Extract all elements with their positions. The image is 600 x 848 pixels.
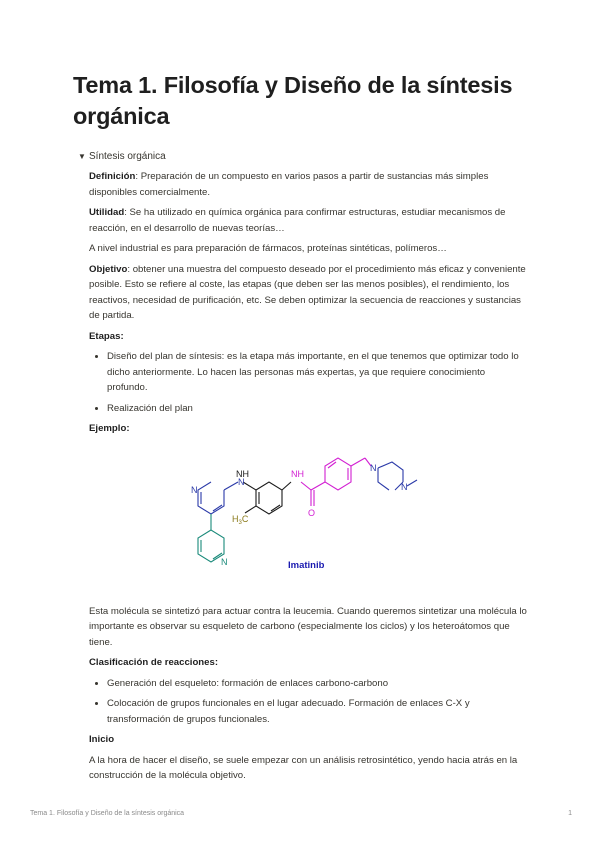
molecule-name-label: Imatinib (288, 559, 325, 571)
objetivo-label: Objetivo (89, 263, 128, 275)
definicion-label: Definición (89, 171, 136, 182)
list-item: • Diseño del plan de síntesis: es la etapa más importante, en el que tenemos que optimizar todo lo dicho anteriormente. Lo hacen las personas más expertas, ya que requiere conocimiento profundo. (107, 349, 528, 396)
imatinib-figure (89, 442, 528, 600)
atom-label-o: O (308, 507, 316, 518)
etapas-heading: Etapas: (89, 330, 124, 342)
toggle-label: Síntesis orgánica (89, 151, 166, 162)
pyridine-ring (198, 514, 224, 562)
atom-label-n: N (370, 462, 377, 473)
list-item: • Realización del plan (107, 401, 528, 417)
objetivo-text: : obtener una muestra del compuesto deseado por el procedimiento más eficaz y conveniente posible. Esto se refiere al coste, las etapas (que deben ser las menos posibles), el rendimiento, los reactivos, necesidad de purificación, etc. Se deben optimizar la secuencia de reacciones y sustancias de partida. (89, 263, 526, 321)
inicio-heading (89, 732, 528, 748)
benzamide-ring (301, 458, 371, 506)
definicion-paragraph (89, 169, 528, 200)
central-aryl-ring (243, 482, 291, 514)
clasificacion-list (89, 676, 528, 728)
objetivo-paragraph (89, 262, 528, 324)
imatinib-structure-diagram (181, 442, 441, 598)
footer-page-number: 1 (568, 810, 572, 817)
toggle-content (89, 169, 528, 784)
utilidad-paragraph (89, 205, 528, 236)
piperazine-ring (378, 462, 417, 490)
list-item: • Colocación de grupos funcionales en el lugar adecuado. Formación de enlaces C-X y transformación de grupos funcionales. (107, 696, 528, 727)
toggle-arrow-icon[interactable]: ▼ (78, 152, 86, 161)
utilidad-text: : Se ha utilizado en química orgánica para confirmar estructuras, estudiar mecanismos de reacción, en el desarrollo de nuevas teorías… (89, 207, 506, 234)
etapas-label: Etapas (89, 330, 121, 342)
inicio-label: Inicio (89, 734, 115, 745)
page-title: Tema 1. Filosofía y Diseño de la síntesis orgánica (73, 72, 513, 129)
pyrimidine-ring (198, 482, 238, 514)
ejemplo-heading: Ejemplo: (89, 423, 130, 434)
toggle-block-sintesis (78, 150, 528, 789)
clasificacion-label: Clasificación de reacciones (89, 657, 215, 668)
inicio-paragraph: A la hora de hacer el diseño, se suele empezar con un análisis retrosintético, yendo hacia atrás en la construcción de la molécula objetivo. (89, 754, 518, 781)
atom-label-n: N (401, 481, 408, 492)
atom-label-nh: NH (291, 468, 304, 479)
industrial-paragraph: A nivel industrial es para preparación de fármacos, proteínas sintéticas, polímeros… (89, 243, 447, 254)
clasificacion-heading: Clasificación de reacciones: (89, 657, 219, 668)
atom-label-h3c: $H_3C$ (232, 513, 249, 526)
utilidad-label: Utilidad (89, 207, 125, 218)
atom-label-nh: NH (236, 468, 249, 479)
definicion-text: : Preparación de un compuesto en varios pasos a partir de sustancias más simples disponibles comercialmente. (89, 171, 489, 198)
toggle-header[interactable] (78, 150, 528, 164)
footer-document-title: Tema 1. Filosofía y Diseño de la síntesis orgánica (30, 810, 185, 817)
etapas-list (89, 349, 528, 416)
atom-label-n: N (191, 484, 198, 495)
ejemplo-label: Ejemplo (89, 423, 127, 434)
atom-label-n: N (221, 556, 228, 567)
list-item: • Generación del esqueleto: formación de enlaces carbono-carbono (107, 676, 528, 692)
molecula-paragraph: Esta molécula se sintetizó para actuar contra la leucemia. Cuando queremos sintetizar una molécula lo importante es observar su esqueleto de carbono (especialmente los ciclos) y los heteroátomos que tiene. (89, 605, 527, 648)
atom-label-n: N (238, 476, 245, 487)
